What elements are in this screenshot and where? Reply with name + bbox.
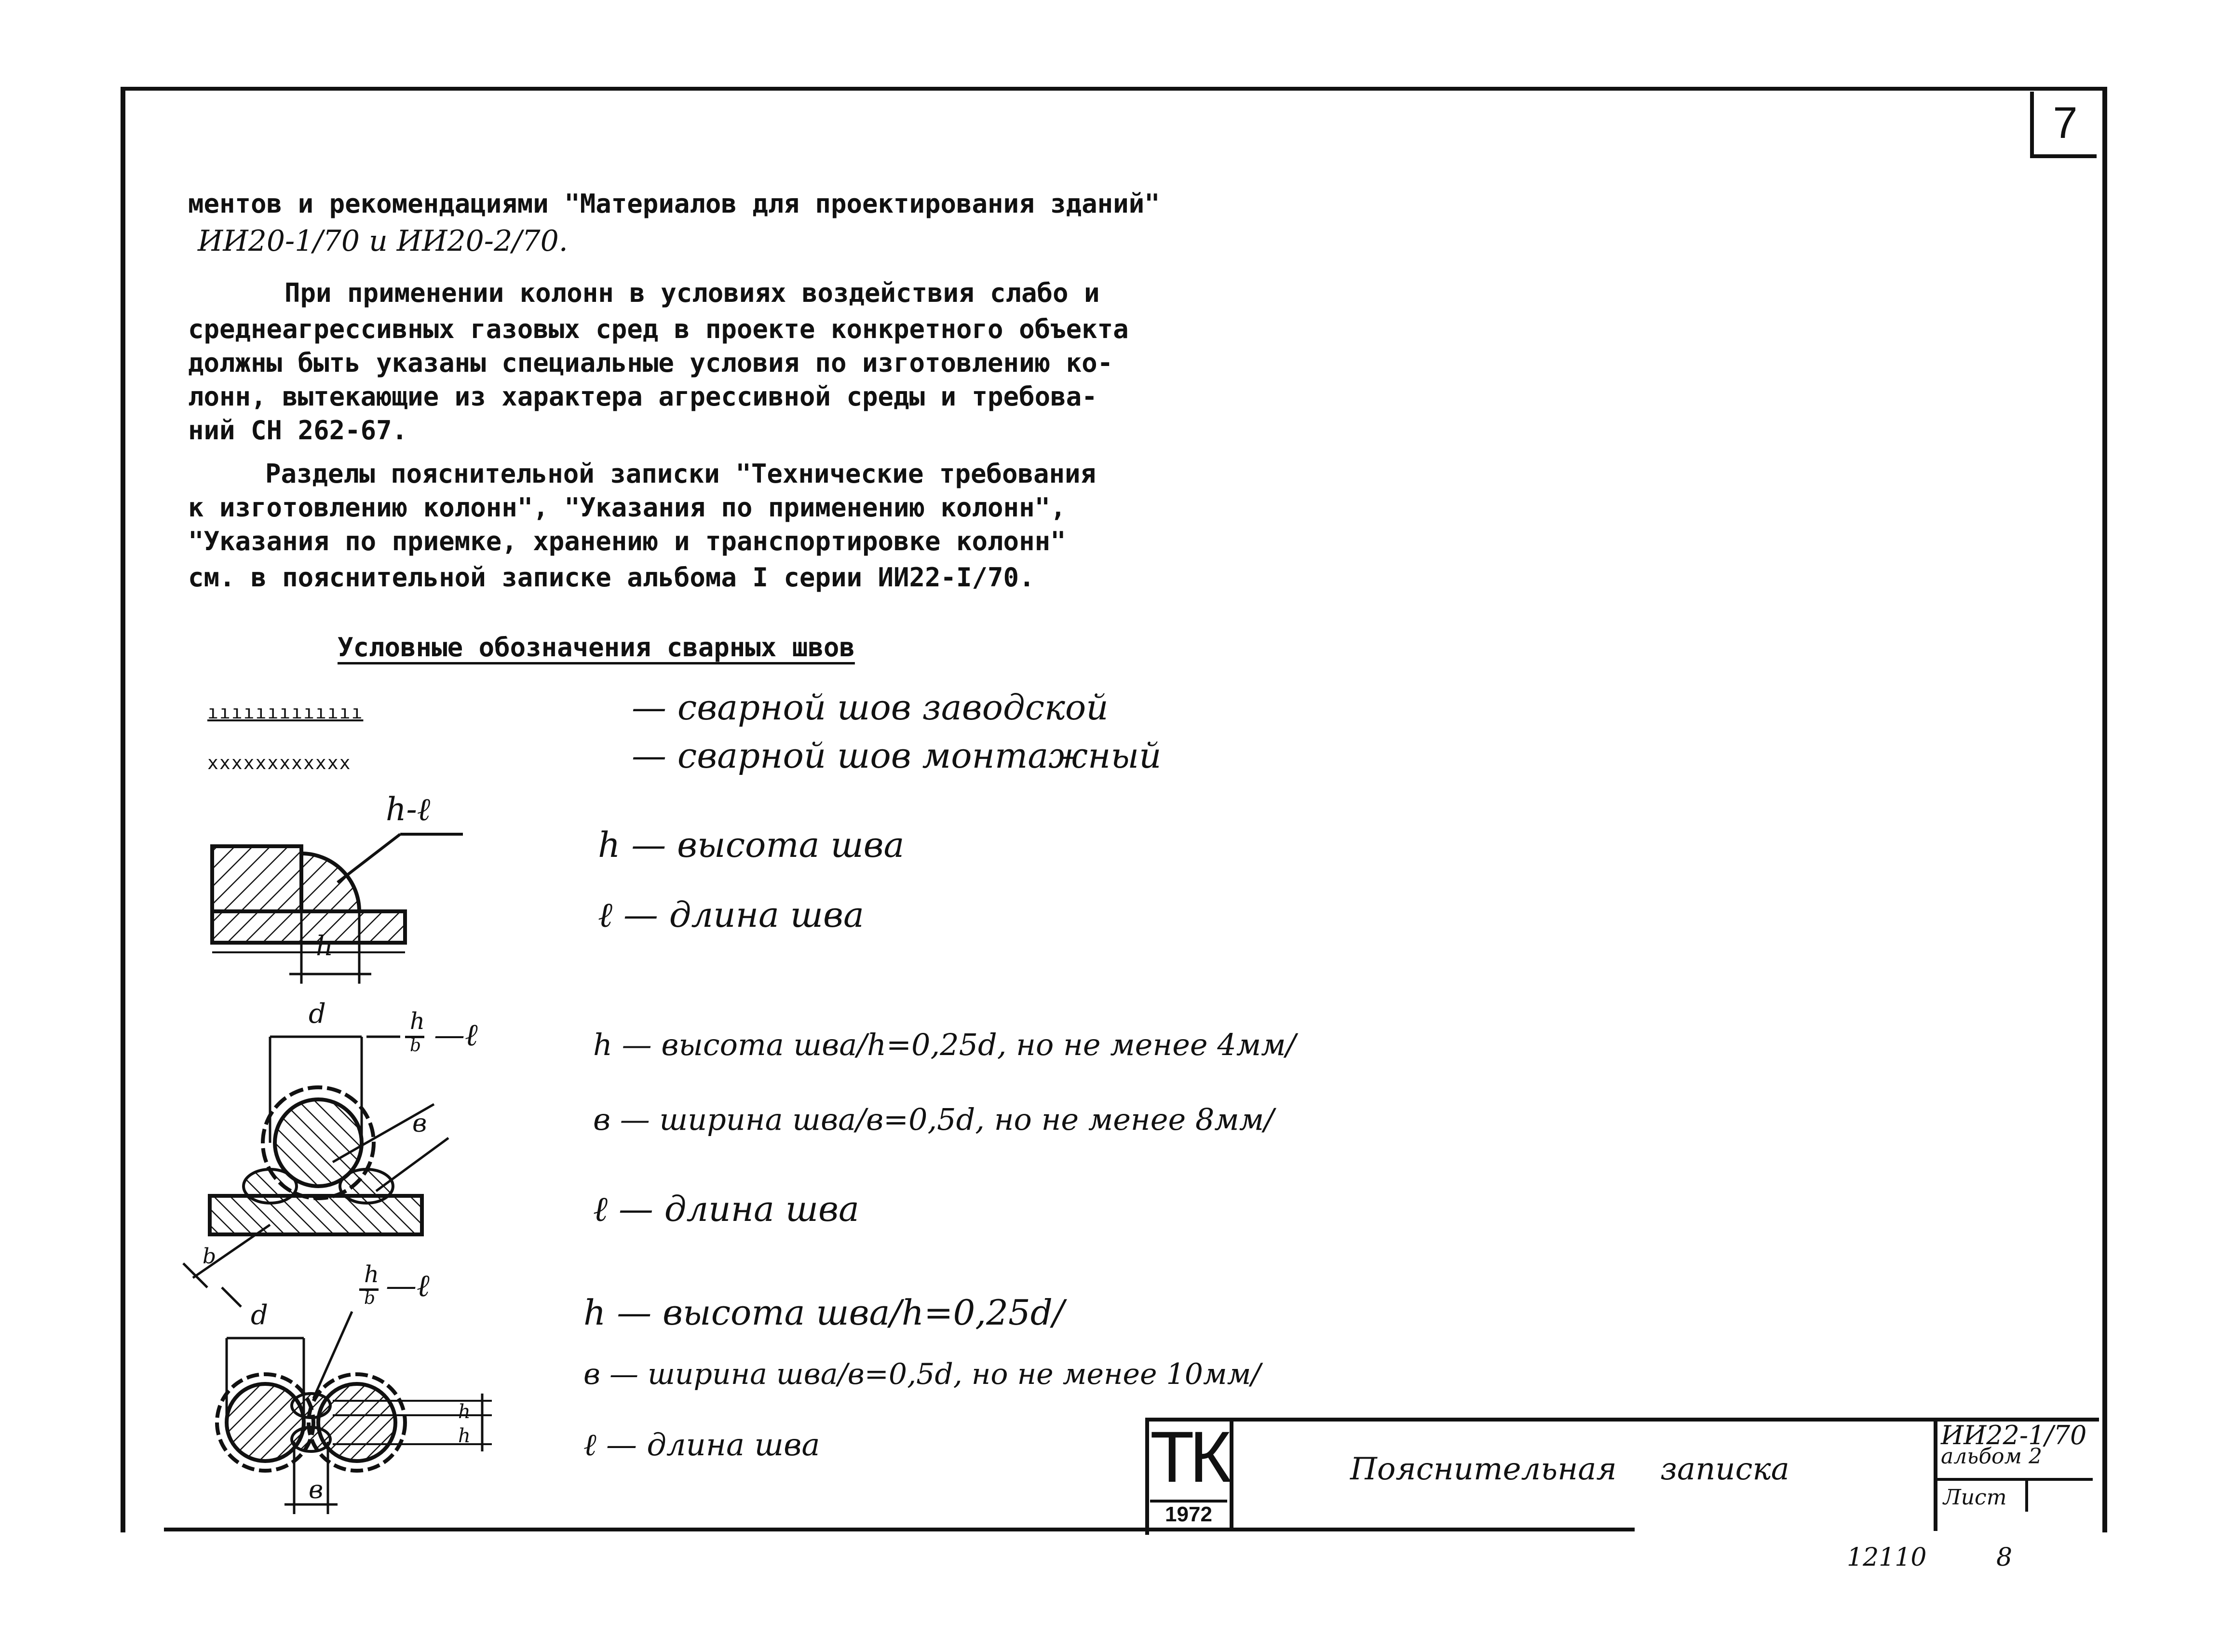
fig1-tag: h-ℓ bbox=[386, 791, 431, 828]
fig1-desc-l: ℓ — длина шва bbox=[598, 894, 864, 935]
fig2-dim-b2: b bbox=[203, 1244, 217, 1269]
body-line-6: лонн, вытекающие из характера агрессивной среды и требова- bbox=[188, 381, 1097, 412]
body-line-9: к изготовлению колонн", "Указания по применению колонн", bbox=[188, 492, 1066, 523]
body-line-3: При применении колонн в условиях воздействия слабо и bbox=[284, 278, 1100, 308]
site-weld-label: — сварной шов монтажный bbox=[632, 735, 1162, 776]
fig2-dim-b: в bbox=[412, 1109, 427, 1138]
footer-number: 12110 bbox=[1847, 1543, 1927, 1572]
title-block-sheet-label: Лист bbox=[1943, 1485, 2007, 1510]
factory-weld-symbol: ııııııııııııı bbox=[207, 702, 364, 723]
body-line-7: ний СН 262-67. bbox=[188, 415, 408, 446]
fig1-fillet-weld-drawing bbox=[193, 781, 492, 993]
body-line-2: ИИ20-1/70 и ИИ20-2/70. bbox=[198, 224, 568, 258]
fig2-tag-num: h bbox=[410, 1008, 425, 1035]
fig2-dim-d: d bbox=[309, 998, 326, 1029]
fig3-dim-d: d bbox=[251, 1300, 268, 1331]
body-line-5: должны быть указаны специальные условия по изготовлению ко- bbox=[188, 348, 1113, 378]
fig3-desc-l: ℓ — длина шва bbox=[583, 1427, 820, 1463]
body-line-1: ментов и рекомендациями "Материалов для проектирования зданий" bbox=[188, 189, 1160, 219]
page-number-box bbox=[2030, 92, 2097, 158]
fig3-desc-h: h — высота шва/h=0,25d/ bbox=[583, 1292, 1065, 1333]
fig2-tag-rest: —ℓ bbox=[434, 1017, 478, 1053]
fig3-dim-h2: h bbox=[458, 1425, 471, 1447]
fig1-dim-h: h bbox=[316, 931, 334, 962]
fig2-desc-b: в — ширина шва/в=0,5d, но не менее 8мм/ bbox=[593, 1102, 1274, 1137]
title-block-divider-1 bbox=[1230, 1418, 1233, 1531]
title-block-divider-4 bbox=[2025, 1478, 2028, 1512]
fig1-desc-h: h — высота шва bbox=[598, 825, 905, 865]
tk-logo: ТК bbox=[1150, 1416, 1227, 1497]
weld-legend-heading: Условные обозначения сварных швов bbox=[338, 632, 855, 663]
body-line-4: среднеагрессивных газовых сред в проекте конкретного объекта bbox=[188, 314, 1129, 344]
fig3-tag-num: h bbox=[364, 1261, 379, 1288]
fig3-desc-b: в — ширина шва/в=0,5d, но не менее 10мм/ bbox=[583, 1357, 1261, 1391]
fig3-dim-b: в bbox=[309, 1476, 324, 1504]
fig2-desc-l: ℓ — длина шва bbox=[593, 1189, 859, 1229]
title-block-divider-3 bbox=[1934, 1478, 2093, 1481]
fig2-desc-h: h — высота шва/h=0,25d, но не менее 4мм/ bbox=[593, 1027, 1296, 1062]
title-block-divider-2 bbox=[1934, 1418, 1937, 1531]
footer-sheet: 8 bbox=[1996, 1543, 2013, 1572]
fig3-tag-rest: —ℓ bbox=[386, 1268, 430, 1304]
body-line-11: см. в пояснительной записке альбома I серии ИИ22-I/70. bbox=[188, 562, 1035, 593]
body-line-10: "Указания по приемке, хранению и транспортировке колонн" bbox=[188, 526, 1066, 556]
page-number: 7 bbox=[2053, 98, 2078, 148]
title-block-title: Пояснительная записка bbox=[1350, 1451, 1789, 1487]
site-weld-symbol: xxxxxxxxxxxx bbox=[207, 752, 352, 773]
fig3-tag-den: b bbox=[364, 1288, 376, 1308]
fig3-dim-h1: h bbox=[458, 1401, 471, 1423]
title-block-code: ИИ22-1/70 bbox=[1941, 1420, 2087, 1450]
tk-year: 1972 bbox=[1150, 1500, 1227, 1527]
factory-weld-label: — сварной шов заводской bbox=[632, 687, 1109, 728]
title-block-album: альбом 2 bbox=[1941, 1444, 2043, 1469]
body-line-8: Разделы пояснительной записки "Технические требования bbox=[265, 459, 1097, 489]
fig2-tag-den: b bbox=[410, 1036, 421, 1056]
fig3-rod-to-rod-weld-drawing bbox=[212, 1297, 521, 1529]
